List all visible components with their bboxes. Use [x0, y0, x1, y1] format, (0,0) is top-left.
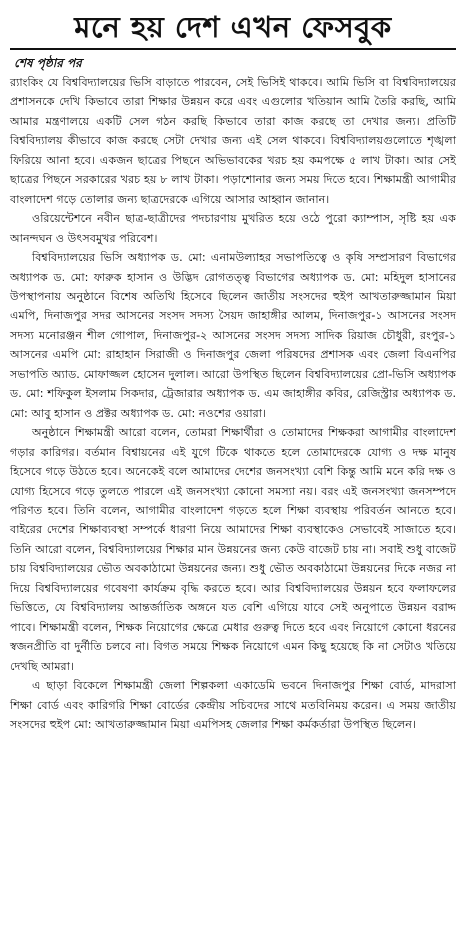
news-article [0, 8, 466, 939]
article-paragraph: ওরিয়েন্টেশনে নবীন ছাত্র-ছাত্রীদের পদচারণায় মুখরিত হয়ে ওঠে পুরো ক্যাম্পাস, সৃষ্টি হয় এক আনন্দঘন ও উৎসবমুখর পরিবেশ। [10, 212, 456, 245]
headline-divider [10, 48, 456, 50]
article-paragraph: র‍্যাংকিং যে বিশ্ববিদ্যালয়ের ভিসি বাড়াতে পারবেন, সেই ভিসিই থাকবে। আমি ভিসি বা বিশ্ববিদ্যালয়ের প্রশাসনকে দেখি কিভাবে তারা শিক্ষার উন্নয়ন করে এবং এগুলোর খতিয়ান আমি তৈরি করছি, আমি আমার মন্ত্রণালয়ে একটি সেল গঠন করছি কিভাবে তারা কাজ করছে তা দেখার জন্য। প্রতিটি বিশ্ববিদ্যালয় কীভাবে কাজ করছে সেটা দেখার জন্য এই সেল থাকবে। বিশ্ববিদ্যালয়গুলোতে শৃঙ্খলা ফিরিয়ে আনা হবে। একজন ছাত্রের পিছনে অভিভাবকের খরচ হয় কমপক্ষে ৫ লাখ টাকা। আর সেই ছাত্রের পিছনে সরকারের খরচ হয় ৮ লাখ টাকা। পড়াশোনার জন্য সময় দিতে হবে। শিক্ষামন্ত্রী আগামীর বাংলাদেশ গড়ে তোলার জন্য ছাত্রদেরকে এগিয়ে আসার আহ্বান জানান। [10, 76, 456, 206]
article-paragraph: বিশ্ববিদ্যালয়ের ভিসি অধ্যাপক ড. মো: এনামউল্যাহর সভাপতিত্বে ও কৃষি সম্প্রসারণ বিভাগের অধ্যাপক ড. মো: ফারুক হাসান ও উদ্ভিদ রোগতত্ত্ব বিভাগের অধ্যাপক ড. মো: মহিদুল হাসানের উপস্থাপনায় অনুষ্ঠানে বিশেষ অতিথি হিসেবে ছিলেন জাতীয় সংসদের হুইপ আখতারুজ্জামান মিয়া এমপি, দিনাজপুর সদর আসনের সংসদ সদস্য সৈয়দ জাহাঙ্গীর আলম, দিনাজপুর-১ আসনের সংসদ সদস্য মনোরঞ্জন শীল গোপাল, দিনাজপুর-২ আসনের সংসদ সদস্য সাদিক রিয়াজ চৌধুরী, রংপুর-১ আসনের এমপি মো: রাহাহান সিরাজী ও দিনাজপুর জেলা পরিষদের প্রশাসক এবং জেলা বিএনপির সভাপতি অ্যাড. মোফাজ্জল হোসেন দুলাল। আরো উপস্থিত ছিলেন বিশ্ববিদ্যালয়ের প্রো-ভিসি অধ্যাপক ড. মো: শফিকুল ইসলাম সিকদার, ট্রেজারার অধ্যাপক ড. এম জাহাঙ্গীর কবির, রেজিস্ট্রার অধ্যাপক ড. মো: আবু হাসান ও প্রক্টর অধ্যাপক ড. মো: নওশের ওয়ারা। [10, 251, 456, 420]
article-body [10, 73, 456, 734]
article-paragraph: অনুষ্ঠানে শিক্ষামন্ত্রী আরো বলেন, তোমরা শিক্ষার্থীরা ও তোমাদের শিক্ষকরা আগামীর বাংলাদেশ গড়ার কারিগর। বর্তমান বিশ্বায়নের এই যুগে টিকে থাকতে হলে তোমাদেরকে যোগ্য ও দক্ষ মানুষ হিসেবে গড়ে উঠতে হবে। অনেকেই বলে আমাদের দেশের জনসংখ্যা বেশি কিন্তু আমি মনে করি দক্ষ ও যোগ্য হিসেবে গড়ে তুলতে পারলে এই জনসংখ্যা কোনো সমস্যা নয়। বরং এই জনসংখ্যা জনসম্পদে পরিণত হবে। তিনি বলেন, আগামীর বাংলাদেশ গড়তে হলে শিক্ষা ব্যবস্থায় পরিবর্তন আনতে হবে। বাইরের দেশের শিক্ষাব্যবস্থা সম্পর্কে ধারণা নিয়ে আমাদের শিক্ষা ব্যবস্থাকেও সেভাবেই সাজাতে হবে। তিনি আরো বলেন, বিশ্ববিদ্যালয়ের শিক্ষার মান উন্নয়নের জন্য কেউ বাজেট চায় না। সবাই শুধু বাজেট চায় বিশ্ববিদ্যালয়ের ভৌত অবকাঠামো উন্নয়নের জন্য। শুধু ভৌত অবকাঠামো উন্নয়নের দিকে নজর না দিয়ে বিশ্ববিদ্যালয়ের গবেষণা কার্যক্রম বৃদ্ধি করতে হবে। আর বিশ্ববিদ্যালয়ের উন্নয়ন হবে ফলাফলের ভিত্তিতে, যে বিশ্ববিদ্যালয় আন্তর্জাতিক অঙ্গনে যত বেশি এগিয়ে যাবে সেই অনুপাতে উন্নয়ন বরাদ্দ পাবে। শিক্ষামন্ত্রী বলেন, শিক্ষক নিয়োগের ক্ষেত্রে মেধার গুরুত্ব দিতে হবে এবং নিয়োগে কোনো ধরনের স্বজনপ্রীতি বা দুর্নীতি চলবে না। বিগত সময়ে শিক্ষক নিয়োগে এমন কিছু হয়েছে কি না সেটাও খতিয়ে দেখছি আমরা। [10, 426, 456, 673]
continued-from-label: শেষ পৃষ্ঠার পর [14, 56, 82, 70]
article-headline: মনে হয় দেশ এখন ফেসবুক [74, 10, 392, 44]
article-paragraph: এ ছাড়া বিকেলে শিক্ষামন্ত্রী জেলা শিল্পকলা একাডেমি ভবনে দিনাজপুর শিক্ষা বোর্ড, মাদরাসা শিক্ষা বোর্ড এবং কারিগরি শিক্ষা বোর্ডের কেন্দ্রীয় সচিবদের সাথে মতবিনিময় করেন। এ সময় জাতীয় সংসদের হুইপ মো: আখতারুজ্জামান মিয়া এমপিসহ জেলার শিক্ষা কর্মকর্তারা উপস্থিত ছিলেন। [10, 679, 456, 731]
